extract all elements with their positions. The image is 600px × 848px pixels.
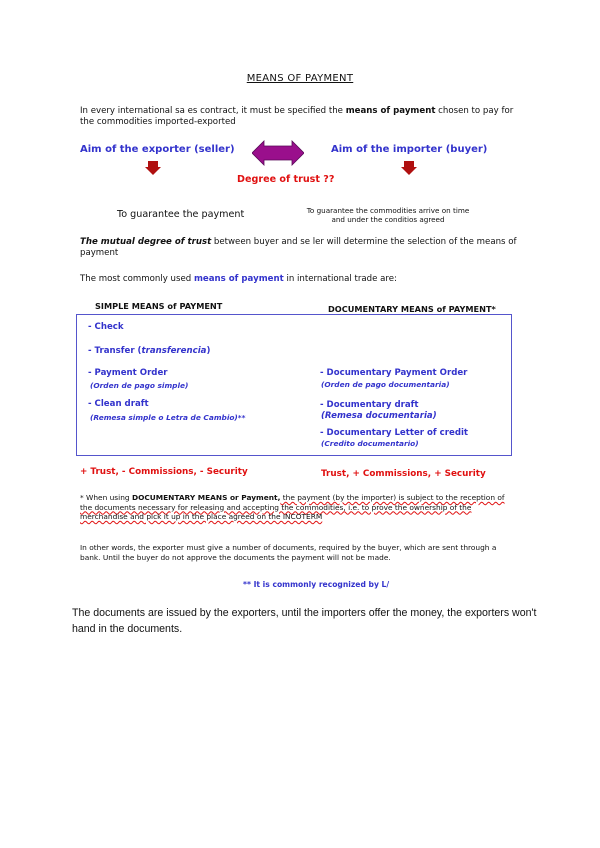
other-words-paragraph: In other words, the exporter must give a number of documents, required by the buyer, which are sent through a bank. Until the buyer do not approve the documents the payment will not be made. — [80, 543, 497, 562]
simple-check: - Check — [88, 322, 124, 332]
simple-clean-draft-note: (Remesa simple o Letra de Cambio)** — [90, 413, 246, 422]
simple-payment-order: - Payment Order — [88, 368, 168, 378]
doc-payment-order-note: (Orden de pago documentaria) — [321, 380, 450, 389]
doc-letter-of-credit-note: (Credito documentario) — [321, 439, 419, 448]
doc-payment-order: - Documentary Payment Order — [320, 368, 468, 378]
simple-transfer: - Transfer (transferencia) — [88, 346, 211, 356]
documentary-summary: Trust, + Commissions, + Security — [321, 469, 486, 479]
down-arrow-icon — [145, 161, 161, 175]
doc-draft-note: (Remesa documentaria) — [321, 411, 437, 421]
closing-paragraph: The documents are issued by the exporters, until the importers offer the money, the exporters won't hand in the documents. — [72, 607, 537, 635]
double-arrow-icon — [252, 140, 304, 166]
importer-aim: Aim of the importer (buyer) — [331, 144, 488, 155]
documentary-footnote: * When using DOCUMENTARY MEANS or Payment, the payment (by the importer) is subject to the reception of the documents necessary for releasing and accepting the commodities, i.e. to prove the ownership of the merchandise and pick it up in the place agreed on the INCOTERM — [80, 493, 505, 521]
importer-goal: To guarantee the commodities arrive on time and under the conditios agreed — [306, 206, 470, 224]
doc-draft: - Documentary draft — [320, 400, 419, 410]
intro-paragraph: In every international sa es contract, it must be specified the means of payment chosen to pay for the commodities imported-exported — [80, 106, 514, 127]
documentary-means-header: DOCUMENTARY MEANS of PAYMENT* — [328, 304, 496, 314]
exporter-goal: To guarantee the payment — [117, 209, 245, 220]
simple-summary: + Trust, - Commissions, - Security — [80, 467, 248, 477]
doc-letter-of-credit: - Documentary Letter of credit — [320, 428, 469, 438]
recognized-note: ** It is commonly recognized by L/ — [243, 580, 390, 589]
degree-of-trust-label: Degree of trust ?? — [237, 174, 335, 185]
simple-means-header: SIMPLE MEANS of PAYMENT — [95, 301, 223, 311]
down-arrow-icon — [401, 161, 417, 175]
mutual-trust-paragraph: The mutual degree of trust between buyer and se ler will determine the selection of the means of payment — [80, 237, 517, 258]
simple-clean-draft: - Clean draft — [88, 399, 149, 409]
common-means-paragraph: The most commonly used means of payment in international trade are: — [80, 274, 397, 284]
exporter-aim: Aim of the exporter (seller) — [80, 144, 235, 155]
simple-payment-order-note: (Orden de pago simple) — [90, 381, 189, 390]
page-title: MEANS OF PAYMENT — [246, 73, 354, 84]
